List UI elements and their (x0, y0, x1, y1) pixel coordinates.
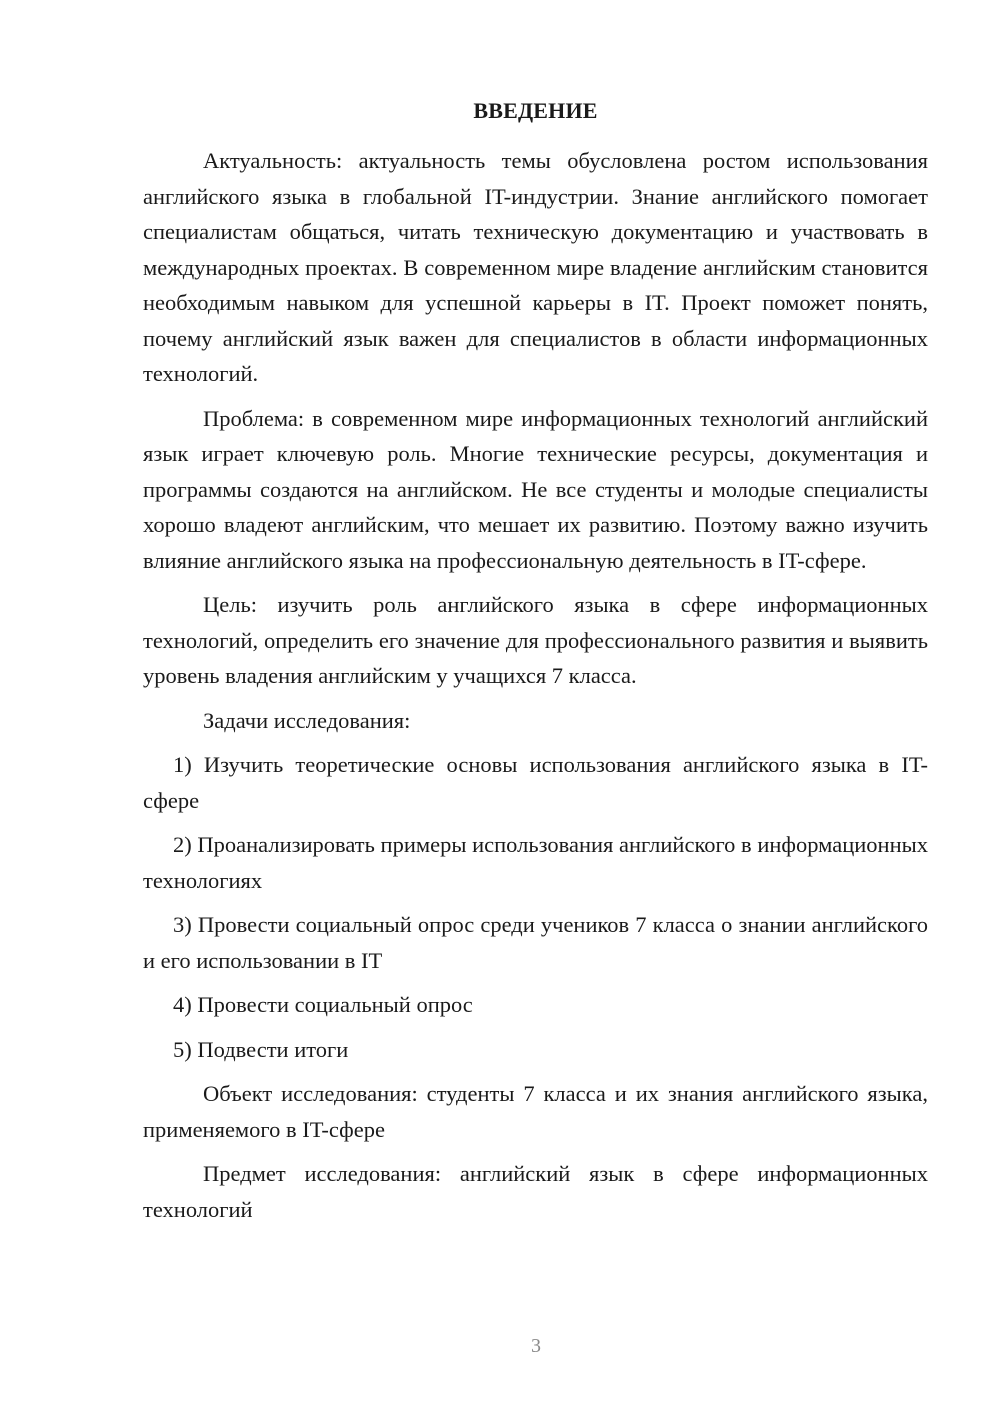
tasks-heading: Задачи исследования: (203, 707, 411, 733)
page-number: 3 (531, 1335, 541, 1357)
paragraph-goal: Цель: изучить роль английского языка в сфере информационных технологий, определить его значение для профессионального развития и выявить уровень владения английским у учащихся 7 класса. (143, 592, 928, 688)
section-title: ВВЕДЕНИЕ (473, 98, 598, 123)
task-item-2: 2) Проанализировать примеры использования английского в информационных технологиях (143, 832, 928, 893)
task-item-1: 1) Изучить теоретические основы использования английского языка в IT-сфере (143, 752, 928, 813)
task-item-4: 4) Провести социальный опрос (173, 992, 473, 1017)
task-item-3: 3) Провести социальный опрос среди учеников 7 класса о знании английского и его использовании в IT (143, 912, 928, 973)
document-body (143, 143, 928, 1236)
task-item-5: 5) Подвести итоги (173, 1036, 349, 1062)
paragraph-problem: Проблема: в современном мире информационных технологий английский язык играет ключевую роль. Многие технические ресурсы, документация и программы создаются на английском. Не все студенты и молодые специалисты хорошо владеют английским, что мешает их развитию. Поэтому важно изучить влияние английского языка на профессиональную деятельность в IT-сфере. (143, 405, 928, 573)
paragraph-subject: Предмет исследования: английский язык в сфере информационных технологий (143, 1161, 928, 1222)
paragraph-object: Объект исследования: студенты 7 класса и их знания английского языка, применяемого в IT-сфере (143, 1081, 928, 1142)
paragraph-relevance: Актуальность: актуальность темы обусловлена ростом использования английского языка в глобальной IT-индустрии. Знание английского помогает специалистам общаться, читать техническую документацию и участвовать в международных проектах. В современном мире владение английским становится необходимым навыком для успешной карьеры в IT. Проект поможет понять, почему английский язык важен для специалистов в области информационных технологий. (143, 148, 928, 386)
